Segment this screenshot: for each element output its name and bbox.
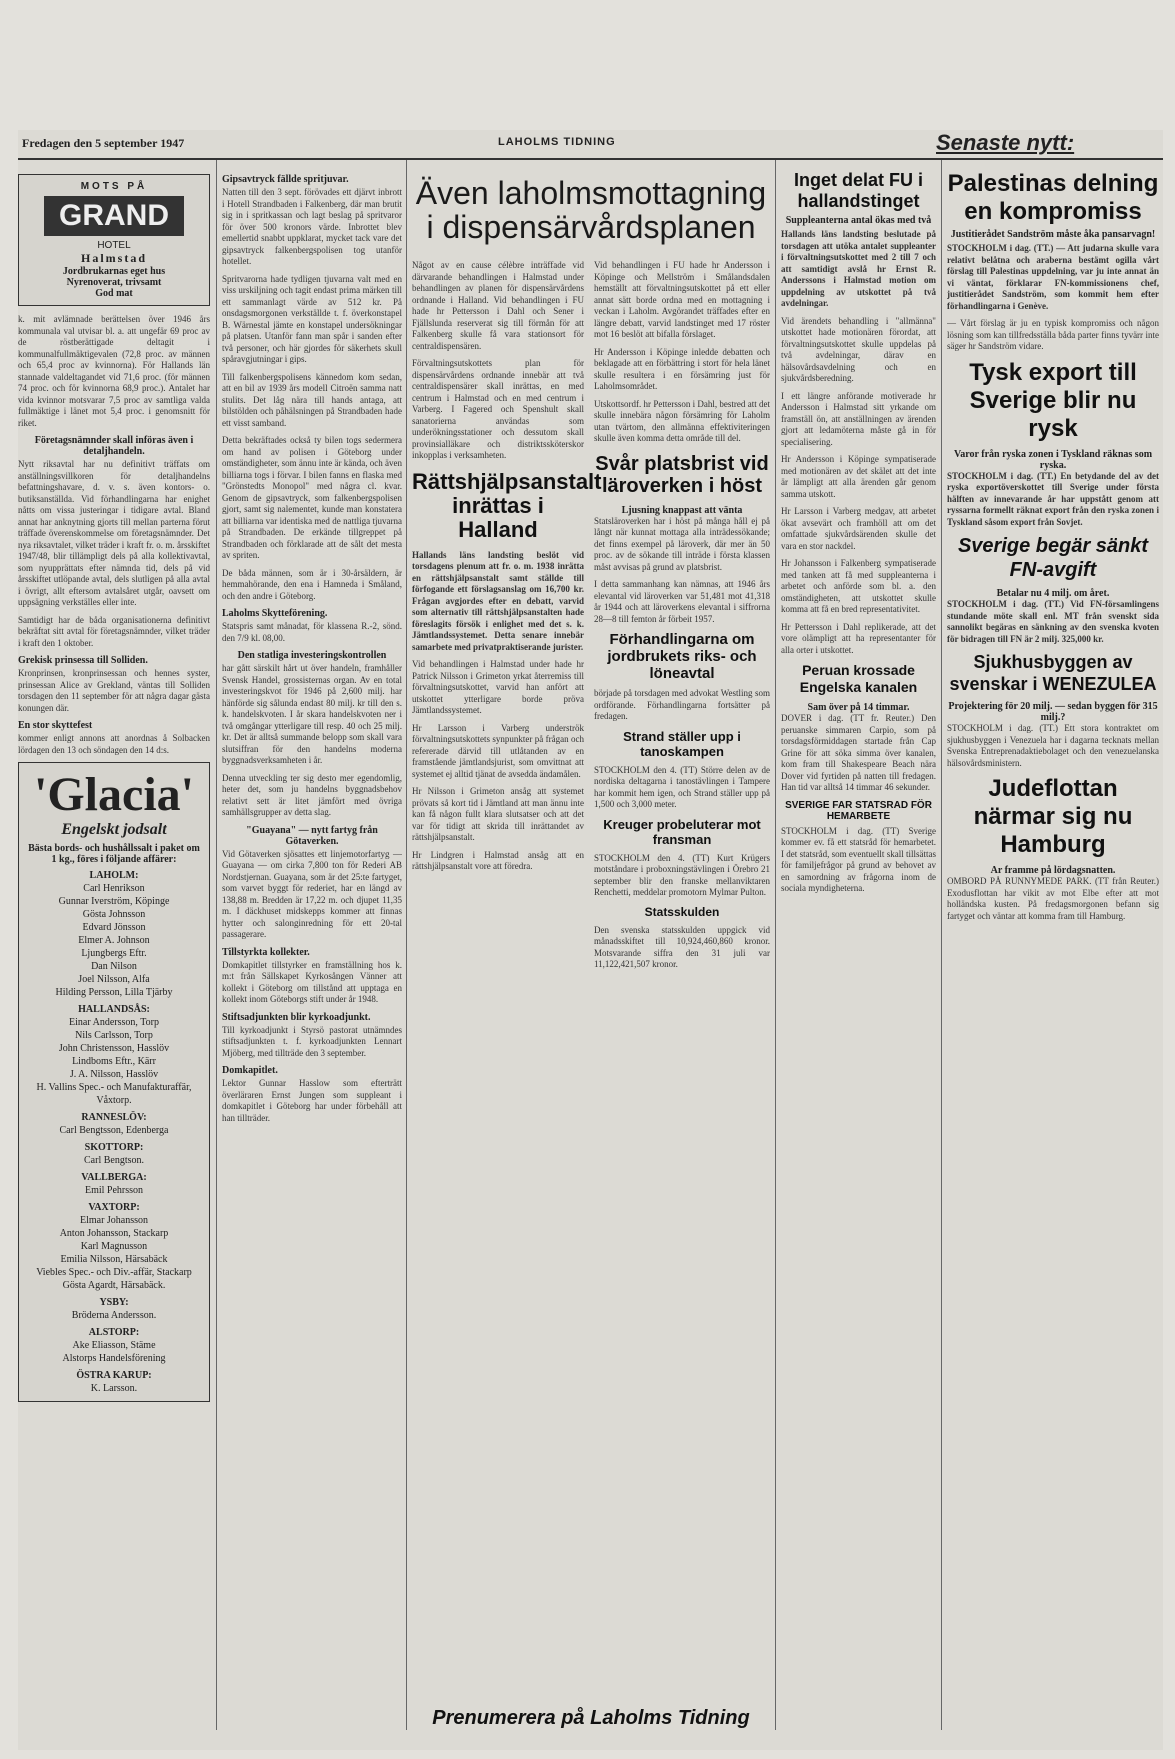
article-text: Hr Andersson i Köpinge inledde debatten och beklagade att en förbättring i stort för hela länet skulle resultera i en försämring just för Laholmsområdet. xyxy=(594,346,770,391)
article-subheading: Ljusning knappast att vänta xyxy=(621,504,743,516)
article-text: Statsläroverken har i höst på många håll ej på långt när kunnat mottaga alla inträdessökande; det finns exempel på läroverk, där mer än 50 proc. av de sökande till inträde i första klassen måst avvisas på grund av platsbrist. xyxy=(594,515,770,572)
subscribe-banner: Prenumerera på Laholms Tidning xyxy=(432,1707,750,1729)
article-text: Nytt riksavtal har nu definitivt träffats om anställningsvillkoren för detaljhandelns befattningshavare, d. v. s. även kontors- o. butiksanställda. Vid förhandlingarna har enighet nåtts om vissa justeringar i tidigare avtal. Bland annat har anknytning gjorts till mellan parterna förut träffade överenskommelse om företagsnämnder. Det nya riksavtalet, vilket träder i kraft fr. o. m. årsskiftet 1947/48, blir tillämpligt dels på alla kollektivavtal, som nyupprättats efter nämnda tid, dels på vid årsskiftet utlöpande avtal, dels slutligen på alla avtal i övrigt, allt eftersom avtalsåret utgår, oavsett om uppsägning verkställes eller inte. xyxy=(18,459,210,607)
column-2 xyxy=(222,170,402,1730)
retailer-name: Ake Eliasson, Stäme xyxy=(72,1340,156,1351)
article-text: Samtidigt har de båda organisationerna definitivt bekräftat sitt avtal för företagsnämnder, vilket träder i kraft den 1 oktober. xyxy=(18,614,210,648)
article-text: STOCKHOLM i dag. (TT) Sverige kommer ev. få ett statsråd för hemarbetet. I det statsråd, som eventuellt skall tillsättas för familjefrågor på grund av behovet av en samordning av frågorna inom de sociala myndigheterna. xyxy=(781,825,936,893)
article-text: Hr Pettersson i Dahl replikerade, att det vore olämpligt att ha representanter för alla orter i utskottet. xyxy=(781,621,936,655)
retailer-name: H. Vallins Spec.- och Manufakturaffär, Våxtorp. xyxy=(36,1082,192,1106)
article-text: STOCKHOLM i dag. (TT.) Ett stora kontraktet om sjukhusbyggen i Venezuela har i dagarna tecknats mellan Svenska Entreprenadaktiebolaget och den venezuelanska hälsovårdsministern. xyxy=(947,723,1159,768)
article-text: har gått särskilt hårt ut över handeln, framhåller Svensk Handel, grossisternas organ. Av en total investeringskvot för 1946 på 2,600 milj. har hänförde sig sålunda endast 80 milj. kr till den s. k. handelskvoten. I år skara handelskvoten ner i två omgångar ytterligare till resp. 40 och 25 milj. kr. Det är alltså summande belopp som skall vara slutsiffran för den handelns moderna byggnadsverksamheten i år. xyxy=(222,663,402,765)
article-heading: Företagsnämnder skall införas även i detaljhandeln. xyxy=(34,435,194,457)
article-text: — Vårt förslag är ju en typisk kompromiss och någon lösning som kan tillfredsställa båda parter finns tyvärr inte säger hr Sandström vidare. xyxy=(947,318,1159,351)
retailer-group-title: LAHOLM: xyxy=(89,870,139,881)
article-heading: Svår platsbrist vid läroverken i höst xyxy=(595,452,769,497)
grand-hotel-ad xyxy=(18,174,210,306)
article-text: Hr Nilsson i Grimeton ansåg att systemet prövats så kort tid i Jämtland att man ännu inte kan få någon fullt klara slutsatser och att det var för tidigt att skrida till inrättandet av rättshjälpsanstalt. xyxy=(412,786,584,842)
glacia-text: Bästa bords- och hushållssalt i paket om 1 kg., föres i följande affärer: xyxy=(28,843,200,865)
retailer-name: Viebles Spec.- och Div.-affär, Stackarp xyxy=(36,1267,192,1278)
article-heading: Grekisk prinsessa till Solliden. xyxy=(18,655,148,666)
retailer-name: Gösta Agardt, Härsabäck. xyxy=(62,1280,166,1291)
article-heading: Peruan krossade Engelska kanalen xyxy=(799,662,918,695)
grand-logo: GRAND xyxy=(44,196,184,236)
retailer-name: Edvard Jönsson xyxy=(82,922,146,933)
article-heading: Judeflottan närmar sig nu Hamburg xyxy=(973,775,1133,858)
article-text: Hallands läns landsting beslutade på torsdagen att utöka antalet suppleanter i förvaltningsutskottet med 2 till 7 och att samtidigt avslå hr Ernst R. Anderssons i Halmstad motion om uppdelning av utskottet på två avdelningar. xyxy=(781,229,936,308)
retailer-group-title: VAXTORP: xyxy=(88,1202,140,1213)
retailer-group-title: ALSTORP: xyxy=(88,1327,140,1338)
main-article-area xyxy=(412,170,770,1730)
article-text: Domkapitlet tillstyrker en framställning hos k. m:t från Sällskapet Kyrkosången Vänner att kollekt i Göteborg om tillstånd att upptaga en kollekt inom Göteborgs stift under år 1948. xyxy=(222,959,402,1004)
retailer-name: Ljungbergs Eftr. xyxy=(81,948,147,959)
article-text: Den svenska statsskulden uppgick vid månadsskiftet till 10,924,460,860 kronor. Motsvarande siffra den 31 juli var 11,122,421,507 kronor. xyxy=(594,924,770,969)
article-heading: Den statliga investeringskontrollen xyxy=(237,650,387,661)
retailer-name: Gösta Johnsson xyxy=(82,909,146,920)
article-heading: Strand ställer upp i tanoskampen xyxy=(623,728,741,759)
ad-tagline: Nyrenoverat, trivsamt xyxy=(66,277,162,288)
article-text: I ett längre anförande motiverade hr Andersson i Halmstad sitt yrkande om framställ ön, att anställningen av ärenden gjort att ledamöterna måste gå in för specialisering. xyxy=(781,390,936,447)
article-text: Denna utveckling ter sig desto mer egendomlig, heter det, som ju handelns byggnadsbehov relativt sett är litet jämfört med övriga samhällsgrupper av detta slag. xyxy=(222,772,402,817)
article-text: Spritvarorna hade tydligen tjuvarna valt med en viss urskiljning och tagit endast prima märken till ett sammanlagt värde av 512 kr. På onsdagsmorgonen verkställde t. f. överkonstapel B. Wärnestal jämte en konstapel undersökningar på platsen. Utanför fann man spår i sanden efter två personer, och här gjordes för säkerhets skull spåravgjutningar i gips. xyxy=(222,273,402,364)
article-text: De båda männen, som är i 30-årsäldern, är hemmahörande, den ena i Hamneda i Småland, och den andre i Göteborg. xyxy=(222,567,402,601)
retailer-name: John Christensson, Hasslöv xyxy=(58,1043,170,1054)
article-text: Natten till den 3 sept. förövades ett djärvt inbrott i Hotell Strandbaden i Falkenberg, där man brutit sig in i spritkassan och lagt beslag på spritvaror för över 500 kronors värde. Inbrottet blev emellertid snabbt uppklarat, mycket tack vare det gipsavtryck falkenbergspolisen tog utanför hotellet. xyxy=(222,187,402,266)
retailer-name: Elmar Johansson xyxy=(79,1215,149,1226)
article-text: STOCKHOLM i dag. (TT.) Vid FN-församlingens stundande möte skall enl. MT från svenskt sida sannolikt begäras en sänkning av den svenska kvoten för bidragen till FN är 2 milj. 325,000 kr. xyxy=(947,599,1159,644)
retailer-group-title: RANNESLÖV: xyxy=(81,1112,147,1123)
article-text: Till falkenbergspolisens kännedom kom sedan, att en bil av 1939 års modell Citroën samma natt stulits. Det låg nära till hands antaga, att bilstölden och påhälsningen på Strandbaden hade ett visst samband. xyxy=(222,371,402,428)
retailer-name: Karl Magnusson xyxy=(80,1241,148,1252)
main-headline: Även laholmsmottagning i dispensärvårdsplanen xyxy=(415,175,767,245)
article-heading: Förhandlingarna om jordbrukets riks- och löneavtal xyxy=(607,631,757,682)
article-heading: "Guayana" — nytt fartyg från Götaverken. xyxy=(246,824,378,847)
article-text: kommer enligt annons att anordnas å Solbacken lördagen den 13 och söndagen den 14 d:s. xyxy=(18,733,210,755)
article-text: STOCKHOLM den 4. (TT) Större delen av de nordiska deltagarna i tanostävlingen i Tampere har kommit hem igen, och Strand ställer upp på 1,500 och 3,000 meter. xyxy=(594,764,770,809)
ad-sub: HOTEL xyxy=(97,240,131,251)
article-text: Hr Larsson i Varberg underströk förvaltningsutskottets synpunkter på frågan och refererade därvid till utlåtanden av en framstående jämtlandsjurist, som omvittnat att systemet ej alltid tjänat de avsedda ändamålen. xyxy=(412,722,584,779)
retailer-name: Carl Henrikson xyxy=(83,883,145,894)
ad-tagline: Jordbrukarnas eget hus xyxy=(62,266,166,277)
article-text: STOCKHOLM i dag. (TT.) — Att judarna skulle vara relativt belåtna och araberna bestämt ogilla vårt förslag till Palestinas uppdelning, var ju inte annat än vi väntat, förklarar FN-kommissionens chef, justitierådet Sandström, som kommit hem efter förhandlingarna i Genève. xyxy=(947,243,1159,311)
article-text: STOCKHOLM i dag. (TT.) En betydande del av det ryska exportöverskottet till Sverige under första hälften av innevarande år har uppstått genom att ryssarna formellt räknat export från den ryska zonen i Tyskland såsom export från Sovjet. xyxy=(947,470,1159,527)
article-subheading: Projektering för 20 milj. — sedan byggen för 315 milj.? xyxy=(948,701,1158,723)
retailer-name: Emilia Nilsson, Härsabäck xyxy=(60,1254,168,1265)
article-heading: SVERIGE FAR STATSRAD FÖR HEMARBETE xyxy=(785,799,932,822)
article-text: Hr Larsson i Varberg medgav, att arbetet ökat avsevärt och framhöll att om det omfattade sjukvårdsärenden skulle det vara en stor nackdel. xyxy=(781,506,936,551)
article-text: Kronprinsen, kronprinsessan och hennes syster, prinsessan Alice av Grekland, väntas till Solliden torsdagen den 11 september för att några dagar gästa konungen där. xyxy=(18,668,210,713)
retailer-group-title: HALLANDSÅS: xyxy=(78,1004,150,1015)
newspaper-page xyxy=(18,130,1163,1750)
article-heading: Sverige begär sänkt FN-avgift xyxy=(957,535,1149,581)
header-rule xyxy=(18,158,1163,160)
article-text: Vid behandlingen i FU hade hr Andersson i Köpinge och Mellström i Smålandsdalen hemställt att förvaltningsutskottet på ett eller annat sätt borde ordna med en mottagning i veckan i Laholm. Avgörandet träffades efter en längre debatt, varvid landstinget med 17 röster mot 16 beslöt att bifalla förslaget. xyxy=(594,260,770,339)
retailer-group-title: YSBY: xyxy=(99,1297,129,1308)
issue-date: Fredagen den 5 september 1947 xyxy=(22,136,185,150)
retailer-name: Hilding Persson, Lilla Tjärby xyxy=(55,987,173,998)
article-text: Förvaltningsutskottets plan för dispensärvårdens ordnande innebär att två centraldispensärer skall inrättas, en med centrum i Halmstad och en med centrum i Varberg. I Fagered och Spenshult skall sanatorierna användas som underökningsstationer och dessutom skall provinsialläkare och distriktssköterskor inkopplas i verksamheten. xyxy=(412,358,584,460)
article-text: Hr Andersson i Köpinge sympatiserade med motionären av det skälet att det inte är lämpligt att alla ärenden går genom samma utskott. xyxy=(781,454,936,499)
column-1 xyxy=(18,170,210,1730)
article-heading: Laholms Skytteförening. xyxy=(222,608,328,619)
article-text: Lektor Gunnar Hasslow som efterträtt överläraren Ernst Jungen som suppleant i domkapitlet i Göteborg har under förbehåll att han tillträder. xyxy=(222,1078,402,1123)
article-heading: Tysk export till Sverige blir nu rysk xyxy=(969,358,1137,442)
article-heading: Inget delat FU i hallandstinget xyxy=(793,170,923,211)
article-heading: En stor skyttefest xyxy=(18,720,93,731)
article-subheading: Betalar nu 4 milj. om året. xyxy=(996,588,1110,599)
ad-tagline: God mat xyxy=(95,288,133,299)
article-text: Hallands läns landsting beslöt vid torsdagens plenum att fr. o. m. 1938 inrätta en rättshjälpsanstalt samt ställde till förfogande ett förslagsanslag om 16,700 kr. Frågan avgjordes efter en debatt, varvid som alternativ till rättshjälpsanstalten hade föreslagits försök i enlighet med det s. k. Jämtlandssystemet. Detta senare innebär samarbete med privatpraktiserande jurister. xyxy=(412,549,584,652)
main-column-a xyxy=(412,260,602,879)
article-subheading: Suppleanterna antal ökas med två xyxy=(785,215,932,226)
column-rule xyxy=(775,160,776,1730)
retailer-name: Joel Nilsson, Alfa xyxy=(78,974,150,985)
retailer-name: K. Larsson. xyxy=(90,1383,138,1394)
article-heading: Domkapitlet. xyxy=(222,1065,278,1076)
article-text: Statspris samt månadat, för klassena R.-2, sönd. den 7/9 kl. 08,00. xyxy=(222,621,402,643)
retailer-name: Carl Bengtsson, Edenberga xyxy=(59,1125,169,1136)
article-text: STOCKHOLM den 4. (TT) Kurt Krügers motståndare i proboxningstävlingen i Örebro 21 september blir den franske mellanviktaren Renchetti, meddelar promotorn Mylmar Pulton. xyxy=(594,852,770,897)
glacia-title: 'Glacia' xyxy=(34,768,194,821)
retailer-name: Einar Andersson, Torp xyxy=(69,1017,159,1028)
retailer-name: Bröderna Andersson. xyxy=(71,1310,157,1321)
article-text: Något av en cause célèbre inträffade vid därvarande behandlingen i Halmstad under behandlingen av planen för dispensärvårdens ordnande i Halland. Vid behandlingen i FU hade hr Pettersson i Dahl och Sener i Fjällslunda reserverat sig till förmån för att Falkenberg skulle få vara stationsort för centraldispensären. xyxy=(412,260,584,351)
article-heading: Statsskulden xyxy=(644,904,720,919)
article-subheading: Justitierådet Sandström måste åka pansarvagn! xyxy=(950,229,1156,240)
retailer-list xyxy=(25,869,203,1395)
article-text: Vid ärendets behandling i "allmänna" utskottet hade motionären förordat, att förvaltningsutskottet skulle uppdelas på två avdelningar, därav en hälsovårdsavdelning och en sjukvårdsberedning. xyxy=(781,315,936,383)
retailer-name: Dan Nilson xyxy=(91,961,137,972)
main-column-b xyxy=(594,260,770,977)
article-text: OMBORD PÅ RUNNYMEDE PARK. (TT från Reuter.) Exodusflottan har vikit av mot Elbe efter att mot holländska kusten. På fredagsmorgonen befann sig fartyget och väntar att komma fram till Hamburg. xyxy=(947,876,1159,921)
retailer-group-title: ÖSTRA KARUP: xyxy=(76,1370,152,1381)
article-heading: Gipsavtryck fällde spritjuvar. xyxy=(222,174,349,185)
article-text: Hr Lindgren i Halmstad ansåg att en rättshjälpsanstalt vore att föredra. xyxy=(412,849,584,871)
retailer-name: Alstorps Handelsförening xyxy=(62,1353,166,1364)
article-heading: Kreuger probeluterar mot fransman xyxy=(603,816,761,847)
article-text: Vid Götaverken sjösattes ett linjemotorfartyg — Guayana — om cirka 7,800 ton för Rederi AB Nordstjernan. Guayana, som är det 25:te fartyget, som varvet byggt för rederiet, har en längd av 138,88 m. Bredden är 17,22 m. och djupet 11,35 m. I däckhuset midskepps kommer att finnas hytter och salonginredning för ett 20-tal passagerare. xyxy=(222,848,402,939)
column-5 xyxy=(947,170,1159,1730)
article-subheading: Varor från ryska zonen i Tyskland räknas som ryska. xyxy=(953,448,1153,471)
article-text: Till kyrkoadjunkt i Styrsö pastorat utnämndes stiftsadjunkten t. f. kyrkoadjunkten Lennart Mjöberg, med tillträde den 3 september. xyxy=(222,1024,402,1058)
retailer-name: Elmer A. Johnson xyxy=(78,935,150,946)
column-rule xyxy=(216,160,217,1730)
ad-city: Halmstad xyxy=(80,251,147,265)
article-subheading: Ar framme på lördagsnatten. xyxy=(990,865,1116,876)
article-text: Vid behandlingen i Halmstad under hade hr Patrick Nilsson i Grimeton yrkat återremiss till förvaltningsutskottet, varvid han anfört att utskottet ytterligare borde pröva Jämtlandssystemet. xyxy=(412,659,584,715)
retailer-group-title: VALLBERGA: xyxy=(81,1172,147,1183)
article-text: Hr Johansson i Falkenberg sympatiserade med tanken att få med suppleanterna i arbetet och anförde som bl. a. den omständigheten, att utskottet skulle komma att få en bred representativitet. xyxy=(781,558,936,614)
article-text: DOVER i dag. (TT fr. Reuter.) Den peruanske simmaren Carpio, som på torsdagsförmiddagen startade från Cap Grine för att söka simma över kanalen, kom fram till Shakespeare Beach nära Dover vid fyrtiden på natten till fredagen. Han tid var alltså 14 timmar 46 sekunder. xyxy=(781,713,936,792)
glacia-subtitle: Engelskt jodsalt xyxy=(61,821,167,838)
retailer-name: Lindboms Eftr., Kärr xyxy=(72,1056,156,1067)
retailer-name: Nils Carlsson, Torp xyxy=(75,1030,153,1041)
article-heading: Stiftsadjunkten blir kyrkoadjunkt. xyxy=(222,1011,371,1023)
retailer-group-title: SKOTTORP: xyxy=(84,1142,144,1153)
article-heading: Tillstyrkta kollekter. xyxy=(222,946,310,958)
article-text: började på torsdagen med advokat Westling som ordförande. Förhandlingarna fortsätter på fredagen. xyxy=(594,688,770,721)
article-text: k. mit avlämnade berättelsen över 1946 års kommunala val utvisar bl. a. att ungefär 69 proc av de röstberättigade deltagit i kommunalfullmäktigevalen (72,8 proc. av männen och 65,4 proc av kvinnorna). För Hallands län stannade valdeltagandet vid 71,6 proc. (för männen 74 proc. och för kvinnorna 68,9 proc.). Antalet har vida kvinnor motsvarar 7,5 proc av samtliga valda fullmäktige i länet mot 5,4 proc. i genomsnitt för riket. xyxy=(18,314,210,428)
glacia-ad xyxy=(18,762,210,1402)
retailer-name: J. A. Nilsson, Hasslöv xyxy=(69,1069,159,1080)
retailer-name: Anton Johansson, Stackarp xyxy=(59,1228,169,1239)
ad-kicker: MOTS PÅ xyxy=(80,181,148,192)
article-text: Utskottsordf. hr Pettersson i Dahl, bestred att det skulle innebära någon försämring för Laholm utan tvärtom, den allmänna effektiviteringen skulle även komma detta område till del. xyxy=(594,398,770,443)
article-text: Detta bekräftades också ty bilen togs sedermera om hand av polisen i Göteborg under omständigheter, som ännu inte är kända, och även billiarna togs i förvar. I bilen fanns en flaska med "Grönstedts Monopol" med några cl. kvar. Genom de gipsavtryck, som falkenbergspolisen gjort, samt sig nalementet, kunde man konstatera att billiarna var identiska med de nattliga tjuvarna på Strandbaden. De erkände tillgreppet på Strandbaden och förklarade att de sålt det mesta av spriten. xyxy=(222,435,402,560)
column-rule xyxy=(406,160,407,1730)
retailer-name: Emil Pehrsson xyxy=(84,1185,144,1196)
article-heading: Rättshjälpsanstalt inrättas i Halland xyxy=(412,468,602,542)
column-4 xyxy=(781,170,936,1730)
article-heading: Palestinas delning en kompromiss xyxy=(947,170,1159,225)
senaste-nytt-label: Senaste nytt: xyxy=(936,130,1075,155)
article-heading: Sjukhusbyggen av svenskar i WENEZULEA xyxy=(949,652,1157,694)
retailer-name: Carl Bengtson. xyxy=(84,1155,144,1166)
article-text: I detta sammanhang kan nämnas, att 1946 års elevantal vid läroverken var 51,481 mot 41,318 år 1944 och att läroverkens elevantal i siffrorna 28—8 till femton år förbeit 1957. xyxy=(594,579,770,624)
column-rule xyxy=(941,160,942,1730)
article-subheading: Sam över på 14 timmar. xyxy=(807,702,910,713)
masthead: LAHOLMS TIDNING xyxy=(498,136,616,148)
retailer-name: Gunnar Iverström, Köpinge xyxy=(58,896,170,907)
